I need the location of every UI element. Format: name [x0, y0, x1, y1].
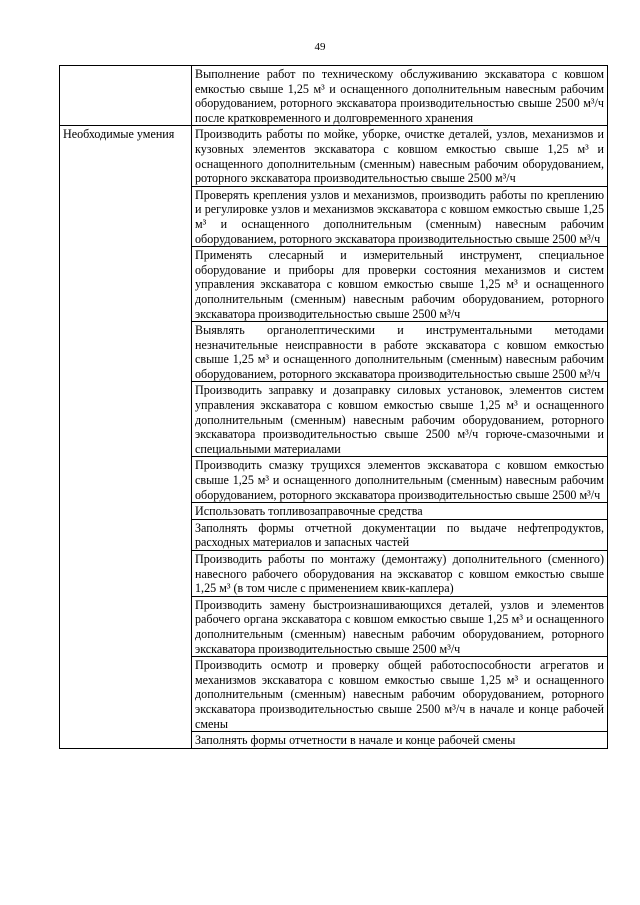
table-row	[60, 66, 608, 126]
row-label-cell	[60, 66, 192, 126]
competency-table	[59, 65, 608, 749]
row-text-cell: Проверять крепления узлов и механизмов, производить работы по креплению и регулировке узлов и механизмов экскаватора с ковшом емкостью свыше 1,25 м³ и оснащенного дополнительным (сменным) навесным рабочим оборудованием, роторного экскаватора производительностью свыше 2500 м³/ч	[192, 186, 608, 246]
page-number: 49	[314, 41, 326, 53]
row-text-cell: Производить смазку трущихся элементов экскаватора с ковшом емкостью свыше 1,25 м³ и оснащенного дополнительным (сменным) навесным рабочим оборудованием, роторного экскаватора производительностью свыше 2500 м³/ч	[192, 457, 608, 503]
section-label-cell: Необходимые умения	[60, 126, 192, 748]
row-text-cell: Производить замену быстроизнашивающихся деталей, узлов и элементов рабочего органа экскаватора с ковшом емкостью свыше 1,25 м³ и оснащенного дополнительным (сменным) навесным рабочим оборудованием, роторного экскаватора производительностью свыше 2500 м³/ч	[192, 596, 608, 656]
row-text-cell: Применять слесарный и измерительный инструмент, специальное оборудование и приборы для проверки состояния механизмов и систем управления экскаватора с ковшом емкостью свыше 1,25 м³ и оснащенного дополнительным (сменным) навесным рабочим оборудованием, роторного экскаватора производительностью свыше 2500 м³/ч	[192, 247, 608, 322]
row-text-cell: Выявлять органолептическими и инструментальными методами незначительные неисправности в работе экскаватора с ковшом емкостью свыше 1,25 м³ и оснащенного дополнительным (сменным) навесным рабочим оборудованием, роторного экскаватора производительностью свыше 2500 м³/ч	[192, 322, 608, 382]
row-text-cell: Производить осмотр и проверку общей работоспособности агрегатов и механизмов экскаватора с ковшом емкостью свыше 1,25 м³ и оснащенного дополнительным (сменным) навесным рабочим оборудованием, роторного экскаватора производительностью свыше 2500 м³/ч в начале и конце рабочей смены	[192, 657, 608, 732]
row-text-cell: Использовать топливозаправочные средства	[192, 503, 608, 520]
row-text-cell: Заполнять формы отчетности в начале и конце рабочей смены	[192, 732, 608, 749]
row-text-cell: Заполнять формы отчетной документации по выдаче нефтепродуктов, расходных материалов и запасных частей	[192, 519, 608, 550]
row-text-cell: Производить работы по монтажу (демонтажу) дополнительного (сменного) навесного рабочего оборудования на экскаватор с ковшом емкостью свыше 1,25 м³ (в том числе с применением квик-каплера)	[192, 551, 608, 597]
row-text-cell: Производить работы по мойке, уборке, очистке деталей, узлов, механизмов и кузовных элементов экскаватора с ковшом емкостью свыше 1,25 м³ и оснащенного дополнительным (сменным) навесным рабочим оборудованием, роторного экскаватора производительностью свыше 2500 м³/ч	[192, 126, 608, 186]
table-row	[60, 126, 608, 186]
row-text-cell: Производить заправку и дозаправку силовых установок, элементов систем управления экскаватора с ковшом емкостью свыше 1,25 м³ и оснащенного дополнительным (сменным) навесным рабочим оборудованием, роторного экскаватора производительностью свыше 2500 м³/ч горюче-смазочными и специальными материалами	[192, 382, 608, 457]
row-text-cell: Выполнение работ по техническому обслуживанию экскаватора с ковшом емкостью свыше 1,25 м³ и оснащенного дополнительным навесным рабочим оборудованием, роторного экскаватора производительностью свыше 2500 м³/ч после кратковременного и долговременного хранения	[192, 66, 608, 126]
